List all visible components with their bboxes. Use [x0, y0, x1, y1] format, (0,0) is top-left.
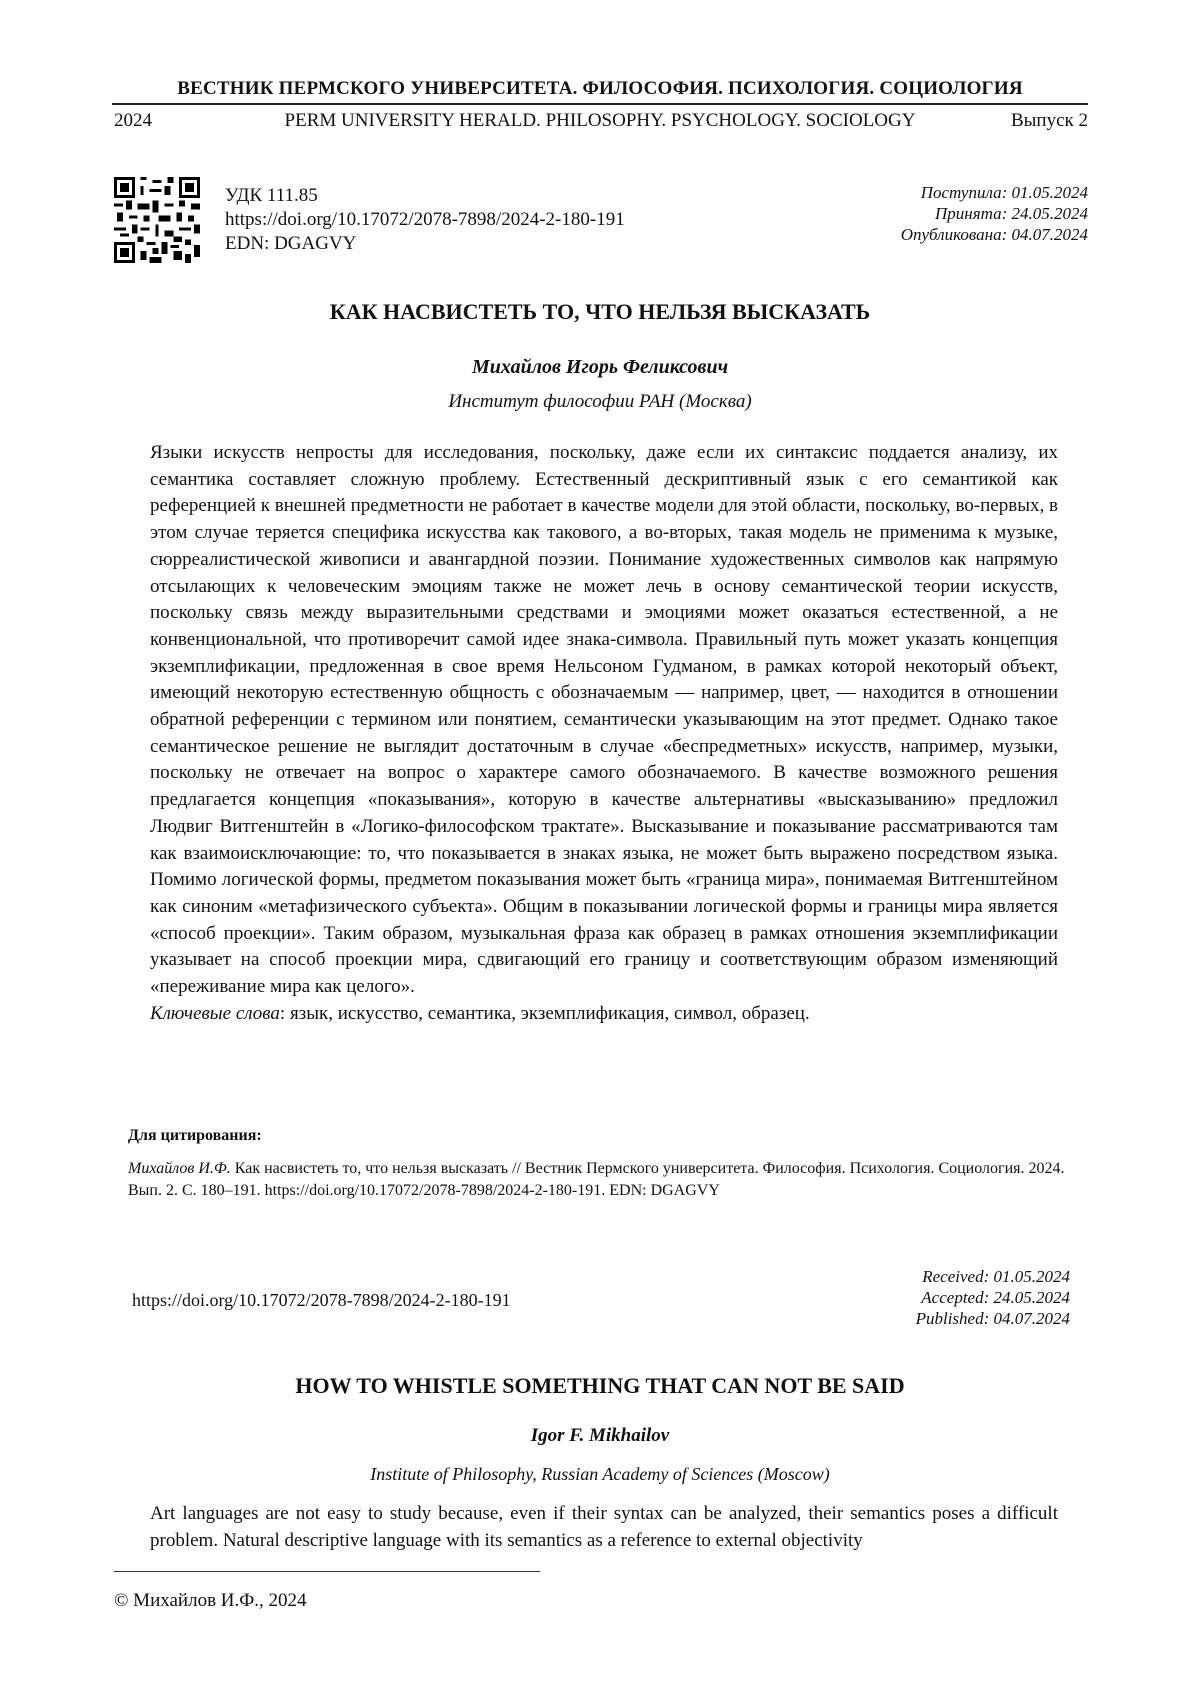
header-issue: Выпуск 2: [1011, 110, 1088, 132]
article-title-en: HOW TO WHISTLE SOMETHING THAT CAN NOT BE SAID: [0, 1373, 1200, 1399]
affiliation-en: Institute of Philosophy, Russian Academy of Sciences (Moscow): [0, 1464, 1200, 1485]
qr-code-icon: [114, 177, 200, 263]
received-date-en: Received: 01.05.2024: [916, 1266, 1070, 1287]
header-year: 2024: [114, 110, 152, 132]
citation-text: [128, 1158, 1072, 1202]
article-title-ru: КАК НАСВИСТЕТЬ ТО, ЧТО НЕЛЬЗЯ ВЫСКАЗАТЬ: [0, 299, 1200, 325]
author-en: Igor F. Mikhailov: [0, 1425, 1200, 1447]
abstract-ru: [150, 440, 1058, 1027]
accepted-date-en: Accepted: 24.05.2024: [916, 1287, 1070, 1308]
footnote-divider: [114, 1571, 540, 1572]
received-date: Поступила: 01.05.2024: [901, 182, 1088, 203]
dates-ru: [901, 182, 1088, 245]
dates-en: [916, 1266, 1070, 1329]
keywords-label: Ключевые слова: [150, 1003, 280, 1024]
affiliation-ru: Институт философии РАН (Москва): [0, 391, 1200, 413]
citation-label: Для цитирования:: [128, 1127, 262, 1145]
article-meta: [225, 184, 625, 256]
keywords-ru: [150, 1001, 1058, 1028]
accepted-date: Принята: 24.05.2024: [901, 203, 1088, 224]
published-date-en: Published: 04.07.2024: [916, 1308, 1070, 1329]
author-ru: Михайлов Игорь Феликсович: [0, 356, 1200, 379]
abstract-en-text: Art languages are not easy to study because, even if their syntax can be analyzed, their semantics poses a difficult problem. Natural descriptive language with its semantics as a reference to external objectivity: [150, 1500, 1058, 1554]
udk: УДК 111.85: [225, 184, 625, 208]
edn: EDN: DGAGVY: [225, 232, 625, 256]
abstract-en: [150, 1500, 1058, 1554]
journal-title-ru: ВЕСТНИК ПЕРМСКОГО УНИВЕРСИТЕТА. ФИЛОСОФИЯ. ПСИХОЛОГИЯ. СОЦИОЛОГИЯ: [0, 78, 1200, 100]
journal-title-en: PERM UNIVERSITY HERALD. PHILOSOPHY. PSYCHOLOGY. SOCIOLOGY: [0, 110, 1200, 132]
citation-author: Михайлов И.Ф.: [128, 1160, 231, 1177]
abstract-ru-text: Языки искусств непросты для исследования, поскольку, даже если их синтаксис поддается анализу, их семантика составляет сложную проблему. Естественный дескриптивный язык с его семантикой как референцией к внешней предметности не работает в качестве модели для этой области, поскольку, во-первых, в этом случае теряется специфика искусства как такового, а во-вторых, такая модель не применима к музыке, сюрреалистической живописи и авангардной поэзии. Понимание художественных символов как напрямую отсылающих к человеческим эмоциям также не может лечь в основу семантической теории искусств, поскольку связь между выразительными средствами и эмоциями может оказаться естественной, а не конвенциональной, что противоречит самой идее знака-символа. Правильный путь может указать концепция экземплификации, предложенная в свое время Нельсоном Гудманом, в рамках которой некоторый объект, имеющий некоторую естественную общность с обозначаемым — например, цвет, — находится в отношении обратной референции с термином или понятием, семантически указывающим на этот предмет. Однако такое семантическое решение не выглядит достаточным в случае «беспредметных» искусств, например, музыки, поскольку не отвечает на вопрос о характере самого обозначаемого. В качестве возможного решения предлагается концепция «показывания», которую в качестве альтернативы «высказыванию» предложил Людвиг Витгенштейн в «Логико-философском трактате». Высказывание и показывание рассматриваются там как взаимоисключающие: то, что показывается в знаках языка, не может быть выражено посредством языка. Помимо логической формы, предметом показывания может быть «граница мира», понимаемая Витгенштейном как синоним «метафизического субъекта». Общим в показывании логической формы и границы мира является «способ проекции». Таким образом, музыкальная фраза как образец в рамках отношения экземплификации указывает на способ проекции мира, сдвигающий его границу и соответствующим образом изменяющий «переживание мира как целого».: [150, 440, 1058, 1001]
citation-body: Как насвистеть то, что нельзя высказать // Вестник Пермского университета. Философия. Психология. Социология. 2024. Вып. 2. С. 180–191. https://doi.org/10.17072/2078-7898/2024-2-180-191. EDN: DGAGVY: [128, 1160, 1065, 1199]
doi-link-en[interactable]: https://doi.org/10.17072/2078-7898/2024-2-180-191: [132, 1290, 511, 1311]
copyright: © Михайлов И.Ф., 2024: [114, 1590, 307, 1612]
keywords-list: : язык, искусство, семантика, экземплификация, символ, образец.: [280, 1003, 810, 1024]
header-rule: [112, 103, 1088, 105]
published-date: Опубликована: 04.07.2024: [901, 224, 1088, 245]
doi-link[interactable]: https://doi.org/10.17072/2078-7898/2024-2-180-191: [225, 208, 625, 232]
